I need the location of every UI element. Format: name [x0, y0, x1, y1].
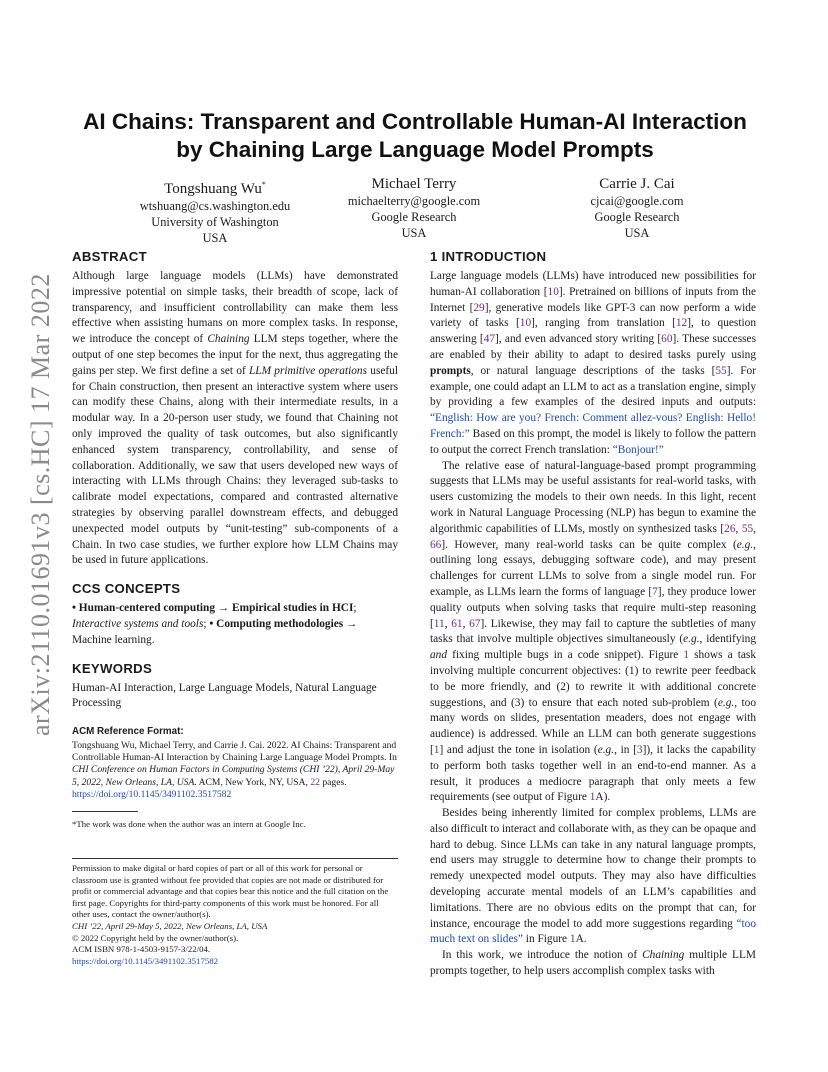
citation-link[interactable]: 66 [430, 538, 442, 551]
author-name: Carrie J. Cai [599, 176, 675, 192]
ccs-text: • Human-centered computing → Empirical studies in HCI; Interactive systems and tools; • Computing methodologies → Machine learning. [72, 602, 358, 646]
doi-link[interactable]: https://doi.org/10.1145/3491102.3517582 [72, 788, 232, 800]
emphasis: e.g. [683, 633, 700, 646]
emphasis: e.g. [717, 696, 735, 709]
example-quote: “too much text on slides” [430, 917, 756, 946]
author-email: wtshuang@cs.washington.edu [139, 199, 291, 213]
citation-link[interactable]: 1 [683, 649, 690, 662]
acm-reference-heading: ACM Reference Format: [72, 726, 184, 738]
intro-paragraph-4: In this work, we introduce the notion of Chaining multiple LLM prompts together, to help users accomplish complex tasks with [430, 949, 756, 978]
citation-link[interactable]: 1 [433, 743, 440, 756]
citation-link[interactable]: 55 [715, 364, 727, 377]
paper-title [72, 108, 758, 164]
citation-link[interactable]: 47 [483, 333, 496, 346]
author-email: michaelterry@google.com [347, 194, 481, 208]
author-block-3 [522, 175, 752, 241]
citation-link[interactable]: 3 [636, 743, 643, 756]
arxiv-identifier: arXiv:2110.01691v3 [cs.HC] 17 Mar 2022 [26, 273, 55, 737]
author-block-2 [299, 175, 529, 241]
example-quote: “English: How are you? French: Comment allez-vous? English: Hello! French:” [430, 412, 756, 440]
author-affiliation: Google Research [594, 209, 680, 224]
citation-link[interactable]: 10 [519, 317, 532, 330]
example-quote: “Bonjour!” [612, 443, 664, 456]
citation-link[interactable]: 67 [469, 617, 481, 630]
citation-link[interactable]: 29 [473, 301, 485, 314]
author-affiliation: Google Research [371, 209, 457, 224]
permission-venue: CHI ’22, April 29-May 5, 2022, New Orleans, LA, USA [72, 920, 268, 931]
citation-link[interactable]: 7 [652, 585, 658, 598]
author-country: USA [202, 230, 228, 245]
footnote-text: *The work was done when the author was an intern at Google Inc. [72, 818, 306, 829]
title-line-1: AI Chains: Transparent and Controllable Human-AI Interaction [83, 109, 747, 134]
citation-link[interactable]: 1 [569, 933, 576, 946]
abstract-text: Although large language models (LLMs) have demonstrated impressive potential on simple tasks, their breadth of scope, lack of transparency, and insufficient controllability can make them less effective when assisting humans on more complex tasks. In response, we introduce the concept of Chaining LLM steps together, where the output of one step becomes the input for the next, thus aggregating the gains per step. We first define a set of LLM primitive operations useful for Chain construction, then present an interactive system where users can modify these Chains, along with their intermediate results, in a modular way. In a 20-person user study, we found that Chaining not only improved the quality of task outcomes, but also significantly enhanced system transparency, controllability, and sense of collaboration. Additionally, we saw that users developed new ways of interacting with LLMs through Chains: they leveraged sub-tasks to calibrate model expectations, compared and contrasted alternative strategies by observing parallel downstream effects, and debugged unexpected model outputs by “unit-testing” sub-components of a Chain. In two case studies, we further explore how LLM Chains may be used in future applications. [72, 270, 398, 567]
bold-term: prompts [430, 364, 471, 377]
citation-link[interactable]: 61 [451, 617, 463, 630]
abstract-heading: ABSTRACT [72, 249, 147, 264]
introduction-heading: 1 INTRODUCTION [430, 249, 547, 264]
author-name: Michael Terry [371, 176, 457, 192]
permission-copyright: © 2022 Copyright held by the owner/author(s). [72, 932, 239, 943]
author-name: Tongshuang Wu* [164, 180, 266, 197]
emphasis: e.g. [736, 538, 754, 551]
keywords-heading: KEYWORDS [72, 660, 153, 676]
author-country: USA [401, 225, 427, 240]
acm-reference-text: Tongshuang Wu, Michael Terry, and Carrie J. Cai. 2022. AI Chains: Transparent and Controllable Human-AI Interaction by Chaining Large Language Model Prompts. In CHI Conference on Human Factors in Computing Systems (CHI ’22), April 29-May 5, 2022, New Orleans, LA, USA. ACM, New York, NY, USA, 22 pages. https://doi.org/10.1145/3491102.3517582 [72, 739, 397, 800]
permission-text: Permission to make digital or hard copies of part or all of this work for personal or classroom use is granted without fee provided that copies are not made or distributed for profit or commercial advantage and that copies bear this notice and the full citation on the first page. Copyrights for third-party components of this work must be honored. For all other uses, contact the owner/author(s). [72, 862, 389, 920]
page-count-link[interactable]: 22 [310, 776, 320, 788]
permission-doi-link[interactable]: https://doi.org/10.1145/3491102.3517582 [72, 955, 219, 966]
citation-link[interactable]: 26 [724, 522, 736, 535]
emphasis: Chaining [642, 949, 685, 962]
footnote-rule [72, 811, 138, 812]
permission-isbn: ACM ISBN 978-1-4503-9157-3/22/04. [72, 944, 211, 955]
permission-rule [72, 858, 398, 859]
emphasis: and [430, 649, 448, 662]
citation-link[interactable]: 55 [741, 522, 754, 535]
title-line-2: by Chaining Large Language Model Prompts [176, 137, 654, 162]
left-column [72, 249, 398, 967]
intro-paragraph-1: Large language models (LLMs) have introduced new possibilities for human-AI collaboration [10]. Pretrained on billions of inputs from the Internet [29], generative models like GPT-3 can now perform a wide variety of tasks [10], ranging from translation [12], to question answering [47], and even advanced story writing [60]. These successes are enabled by their ability to adapt to desired tasks purely using prompts, or natural language descriptions of the tasks [55]. For example, one could adapt an LLM to act as a translation engine, simply by providing a few examples of the desired inputs and outputs: “English: How are you? French: Comment allez-vous? English: Hello! French:” Based on this prompt, the model is likely to follow the pattern to output the correct French translation: “Bonjour!” [430, 270, 756, 456]
author-footnote-mark: * [261, 180, 266, 189]
citation-link[interactable]: 10 [547, 285, 559, 298]
citation-link[interactable]: 12 [675, 317, 688, 330]
citation-link[interactable]: 60 [661, 333, 673, 346]
author-email: cjcai@google.com [590, 194, 684, 208]
author-country: USA [624, 225, 650, 240]
emphasis: e.g. [597, 743, 615, 756]
citation-link[interactable]: 11 [433, 617, 445, 630]
right-column [430, 249, 756, 980]
author-block-1 [100, 175, 330, 246]
keywords-text: Human-AI Interaction, Large Language Models, Natural Language Processing [72, 681, 377, 710]
intro-paragraph-3: Besides being inherently limited for complex problems, LLMs are also difficult to interact and collaborate with, as they can be opaque and hard to debug. Since LLMs can take in any natural language prompts, end users may struggle to determine how to change their prompts to remedy unexpected model outputs. They may also have difficulties developing accurate mental models of an LLM’s capabilities and limitations. There are no obvious edits on the prompt that can, for instance, encourage the model to add more suggestions regarding “too much text on slides” in Figure 1A. [430, 807, 756, 946]
citation-link[interactable]: 1 [589, 791, 596, 804]
ccs-heading: CCS CONCEPTS [72, 581, 181, 597]
author-affiliation: University of Washington [151, 214, 279, 229]
intro-paragraph-2: The relative ease of natural-language-based prompt programming suggests that LLMs may be useful assistants for real-world tasks, with users customizing the models to their own needs. In this light, recent work in Natural Language Processing (NLP) has begun to examine the algorithmic capabilities of LLMs, mostly on synthesized tasks [26, 55, 66]. However, many real-world tasks can be quite complex (e.g., outlining long essays, debugging software code), and may present challenges for current LLMs to solve from a single model run. For example, as LLMs learn the forms of language [7], they produce lower quality outputs when solving tasks that require multi-step reasoning [11, 61, 67]. Likewise, they may fail to capture the subtleties of many tasks that involve multiple objectives simultaneously (e.g., identifying and fixing multiple bugs in a code snippet). Figure 1 shows a task involving multiple concurrent objectives: (1) to rewrite peer feedback to be more friendly, and (2) to rewrite it with additional concrete suggestions, and (3) to ensure that each noted sub-problem (e.g., too many words on slides, presentation meaders, does not engage with audience) is addressed. While an LLM can both generate suggestions [1] and adjust the tone in isolation (e.g., in [3]), it lacks the capability to perform both tasks together well in an end-to-end manner. As a result, it produces a mediocre paragraph that only meets a few requirements (see output of Figure 1A). [430, 459, 757, 804]
